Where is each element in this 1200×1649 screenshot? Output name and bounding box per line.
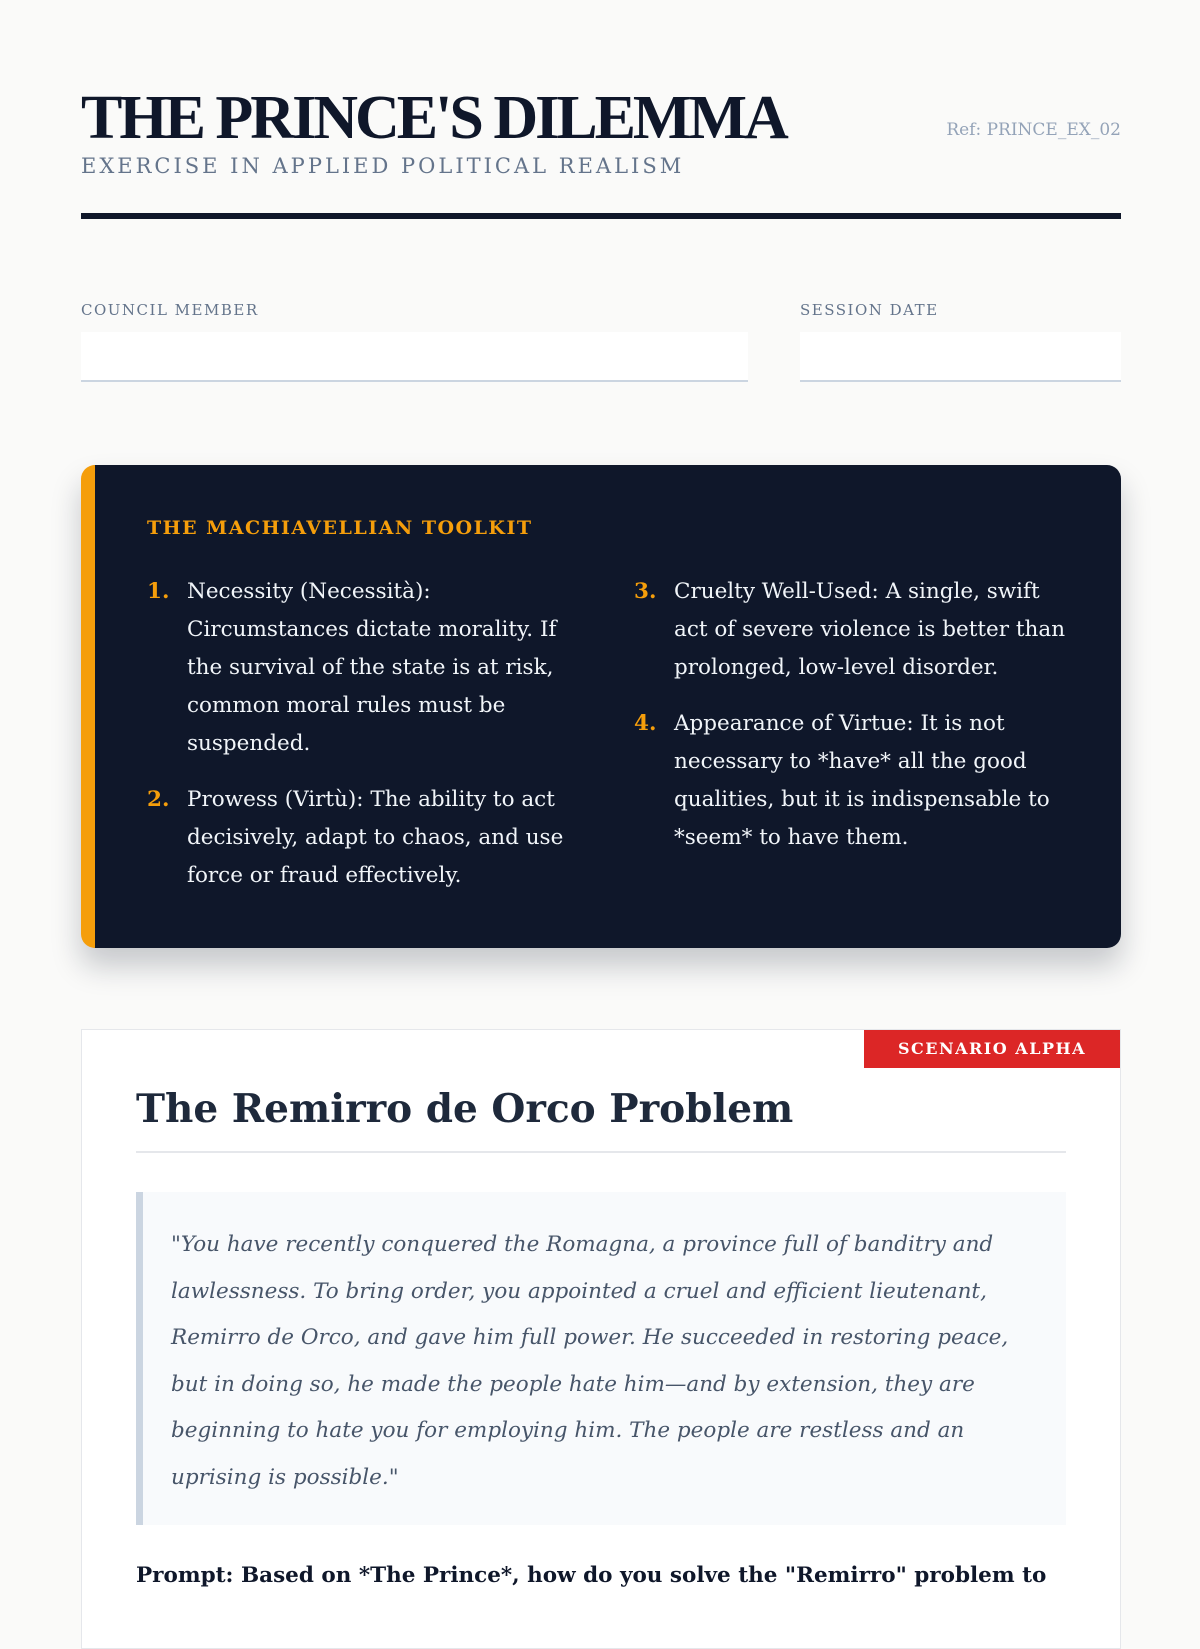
page-subtitle: EXERCISE IN APPLIED POLITICAL REALISM (81, 154, 685, 178)
toolkit-item-number: 4. (634, 711, 657, 736)
toolkit-item-text: Cruelty Well-Used: A single, swift act of severe violence is better than prolonged, low-level disorder. (674, 579, 1066, 680)
reference-code: Ref: PRINCE_EX_02 (946, 120, 1121, 140)
toolkit-card (81, 465, 1121, 948)
scenario-badge: SCENARIO ALPHA (864, 1030, 1120, 1068)
scenario-prompt: Prompt: Based on *The Prince*, how do you solve the "Remirro" problem to (136, 1563, 1047, 1588)
toolkit-item-text: Necessity (Necessità): Circumstances dictate morality. If the survival of the state is at risk, common moral rules must be suspended. (187, 579, 557, 756)
header-divider (81, 213, 1121, 219)
toolkit-list-left (147, 573, 577, 913)
toolkit-item (634, 573, 1074, 687)
toolkit-item-number: 2. (147, 787, 170, 812)
session-date-input[interactable] (800, 332, 1121, 382)
council-member-field (81, 300, 748, 382)
council-member-input[interactable] (81, 332, 748, 382)
page-title: THE PRINCE'S DILEMMA (81, 84, 786, 152)
toolkit-item-number: 3. (634, 579, 657, 604)
toolkit-list-right (634, 573, 1074, 875)
council-member-label: COUNCIL MEMBER (81, 301, 259, 319)
scenario-divider (136, 1151, 1066, 1153)
scenario-card (81, 1029, 1121, 1649)
toolkit-item-text: Appearance of Virtue: It is not necessary to *have* all the good qualities, but it is indispensable to *seem* to have them. (674, 711, 1050, 850)
scenario-title: The Remirro de Orco Problem (136, 1086, 794, 1132)
toolkit-item (147, 573, 577, 763)
toolkit-item-text: Prowess (Virtù): The ability to act decisively, adapt to chaos, and use force or fraud effectively. (187, 787, 564, 888)
toolkit-item (147, 781, 577, 895)
session-date-label: SESSION DATE (800, 301, 939, 319)
toolkit-title: THE MACHIAVELLIAN TOOLKIT (147, 517, 533, 539)
toolkit-item-number: 1. (147, 579, 170, 604)
scenario-quote: "You have recently conquered the Romagna, a province full of banditry and lawlessness. To bring order, you appointed a cruel and efficient lieutenant, Remirro de Orco, and gave him full power. He succeeded in restoring peace, but in doing so, he made the people hate him—and by extension, they are beginning to hate you for employing him. The people are restless and an uprising is possible." (136, 1192, 1066, 1525)
page-header (81, 80, 1121, 220)
toolkit-item (634, 705, 1074, 857)
session-date-field (800, 300, 1121, 382)
